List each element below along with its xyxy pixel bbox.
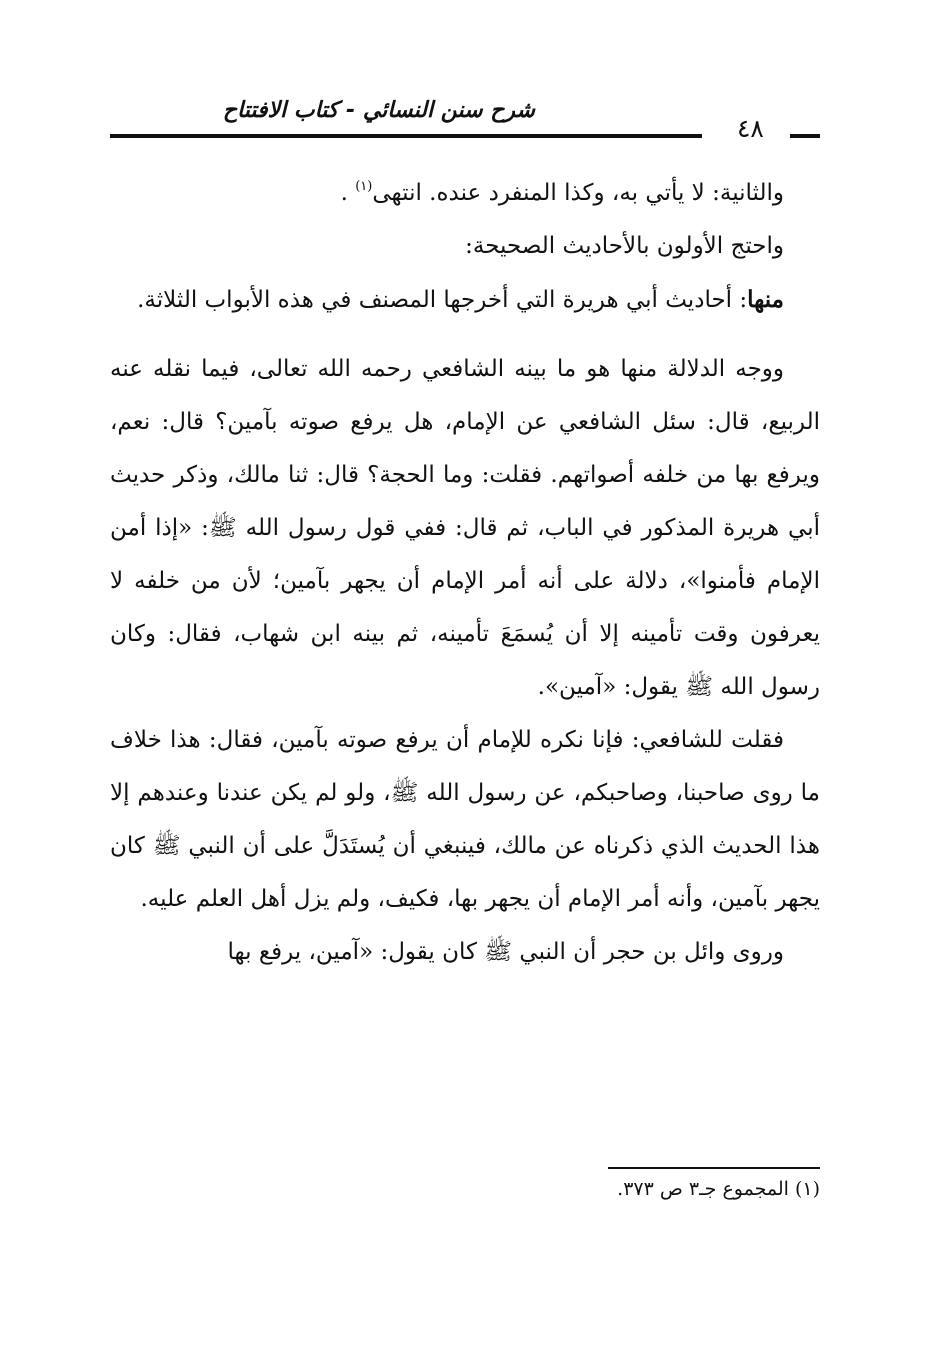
paragraph	[110, 220, 820, 273]
footnote: (١) المجموع جـ٣ ص ٣٧٣.	[617, 1178, 820, 1200]
running-header	[110, 92, 820, 152]
paragraph	[110, 160, 820, 220]
paragraph	[110, 926, 820, 979]
main-text	[110, 160, 820, 979]
paragraph-tail: .	[340, 180, 356, 206]
header-title: شرح سنن النسائي - كتاب الافتتاح	[222, 98, 535, 123]
paragraph	[110, 343, 820, 714]
paragraph-text: وروى وائل بن حجر أن النبي ﷺ كان يقول: «آمين، يرفع بها	[227, 939, 784, 965]
paragraph-text: ووجه الدلالة منها هو ما بينه الشافعي رحمه الله تعالى، فيما نقله عنه الربيع، قال: سئل الشافعي عن الإمام، هل يرفع صوته بآمين؟ قال: نعم، ويرفع بها من خلفه أصواتهم. فقلت: وما الحجة؟ قال: ثنا مالك، وذكر حديث أبي هريرة المذكور في الباب، ثم قال: ففي قول رسول الله ﷺ: «إذا أمن الإمام فأمنوا»، دلالة على أنه أمر الإمام أن يجهر بآمين؛ لأن من خلفه لا يعرفون وقت تأمينه إلا أن يُسمَعَ تأمينه، ثم بينه ابن شهاب، فقال: وكان رسول الله ﷺ يقول: «آمين».	[110, 356, 820, 700]
paragraph	[110, 714, 820, 926]
paragraph-text: والثانية: لا يأتي به، وكذا المنفرد عنده. انتهى	[372, 180, 784, 206]
footnote-ref: (١)	[355, 179, 373, 194]
footnote-rule	[608, 1167, 820, 1169]
header-rule	[110, 134, 702, 138]
paragraph-text: فقلت للشافعي: فإنا نكره للإمام أن يرفع صوته بآمين، فقال: هذا خلاف ما روى صاحبنا، وصاحبكم، عن رسول الله ﷺ، ولو لم يكن عندنا وعندهم إلا هذا الحديث الذي ذكرناه عن مالك، فينبغي أن يُستَدَلَّ على أن النبي ﷺ كان يجهر بآمين، وأنه أمر الإمام أن يجهر بها، فكيف، ولم يزل أهل العلم عليه.	[110, 727, 820, 912]
paragraph-lead: منها	[747, 286, 784, 313]
paragraph-text: واحتج الأولون بالأحاديث الصحيحة:	[465, 233, 784, 259]
paragraph-text: : أحاديث أبي هريرة التي أخرجها المصنف في هذه الأبواب الثلاثة.	[137, 287, 748, 313]
page-number: ٤٨	[737, 114, 764, 143]
header-rule-short	[790, 134, 820, 138]
paragraph	[110, 273, 820, 327]
